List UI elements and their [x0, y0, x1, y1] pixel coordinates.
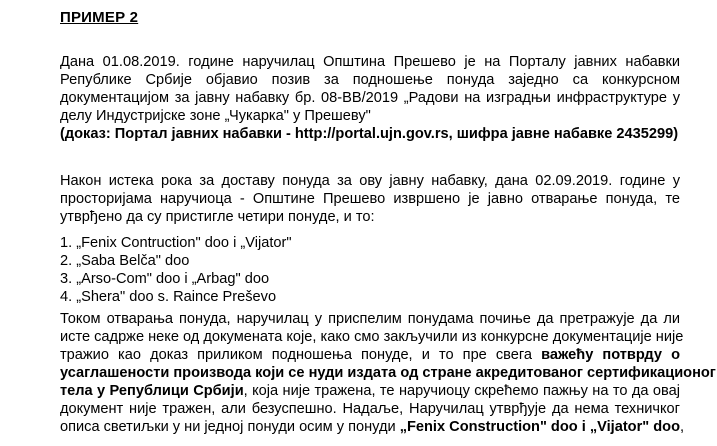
text-line: документацијом за јавну набавку бр. 08-ВВ/2019 „Радови на изградњи инфраструктуре у — [60, 90, 680, 106]
evidence-text: (доказ: Портал јавних набавки - http://portal.ujn.gov.rs, шифра јавне набавке 2435299) — [60, 126, 679, 142]
text-line — [60, 364, 716, 382]
list-item: 3. „Arso-Com" doo i „Arbag" doo — [60, 271, 270, 287]
text-line: Након истека рока за доставу понуда за ову јавну набавку, дана 02.09.2019. године у — [60, 173, 680, 189]
paragraph-announcement — [60, 53, 680, 143]
paragraph-evaluation — [60, 310, 716, 436]
text-line: Дана 01.08.2019. године наручилац Општина Прешево је на Порталу јавних набавки — [60, 54, 680, 70]
text-fragment: описа светиљки у ни једној понуди осим у понуди — [60, 419, 400, 435]
section-heading: ПРИМЕР 2 — [60, 9, 139, 26]
bold-fragment: важећу потврду о — [541, 347, 680, 363]
text-line: документ није тражен, али безуспешно. Надаље, Наручилац утврђује да нема техничког — [60, 401, 680, 417]
text-line: исте садрже неке од докумената које, како смо закључили из конкурсне документације није — [60, 329, 684, 345]
text-fragment: , — [680, 419, 685, 435]
text-line — [60, 382, 680, 400]
offers-list — [60, 234, 292, 306]
text-line — [60, 346, 680, 364]
text-fragment: , која није тражена, те наручиоцу скрећемо пажњу на то да овај — [243, 383, 680, 399]
text-line — [60, 418, 685, 436]
list-item: 1. „Fenix Contruction" doo i „Vijator" — [60, 235, 292, 251]
text-line: делу Индустријске зоне „Чукарка" у Прешеву" — [60, 108, 371, 124]
text-fragment: тражио као доказ приликом подношења понуде, и то пре свега — [60, 347, 542, 363]
bold-fragment: тела у Републици Србији — [60, 383, 244, 399]
bold-fragment: усаглашености производа који се нуди издата од стране акредитованог сертификационог — [60, 365, 716, 381]
evidence-line — [60, 125, 680, 143]
text-line: Републике Србије објавио позив за подношење понуда заједно са конкурсном — [60, 72, 680, 88]
list-item: 4. „Shera" doo s. Raince Preševo — [60, 289, 277, 305]
list-item: 2. „Saba Belča" doo — [60, 253, 190, 269]
text-line: Током отварања понуда, наручилац у приспелим понудама почиње да претражује да ли — [60, 311, 680, 327]
paragraph-opening — [60, 172, 680, 226]
text-line: утврђено да су пристигле четири понуде, и то: — [60, 209, 375, 225]
text-line: просторијама наручиоца - Општине Прешево извршено је јавно отварање понуда, те — [60, 191, 680, 207]
bold-fragment: „Fenix Construction" doo i „Vijator" doo — [399, 419, 680, 435]
